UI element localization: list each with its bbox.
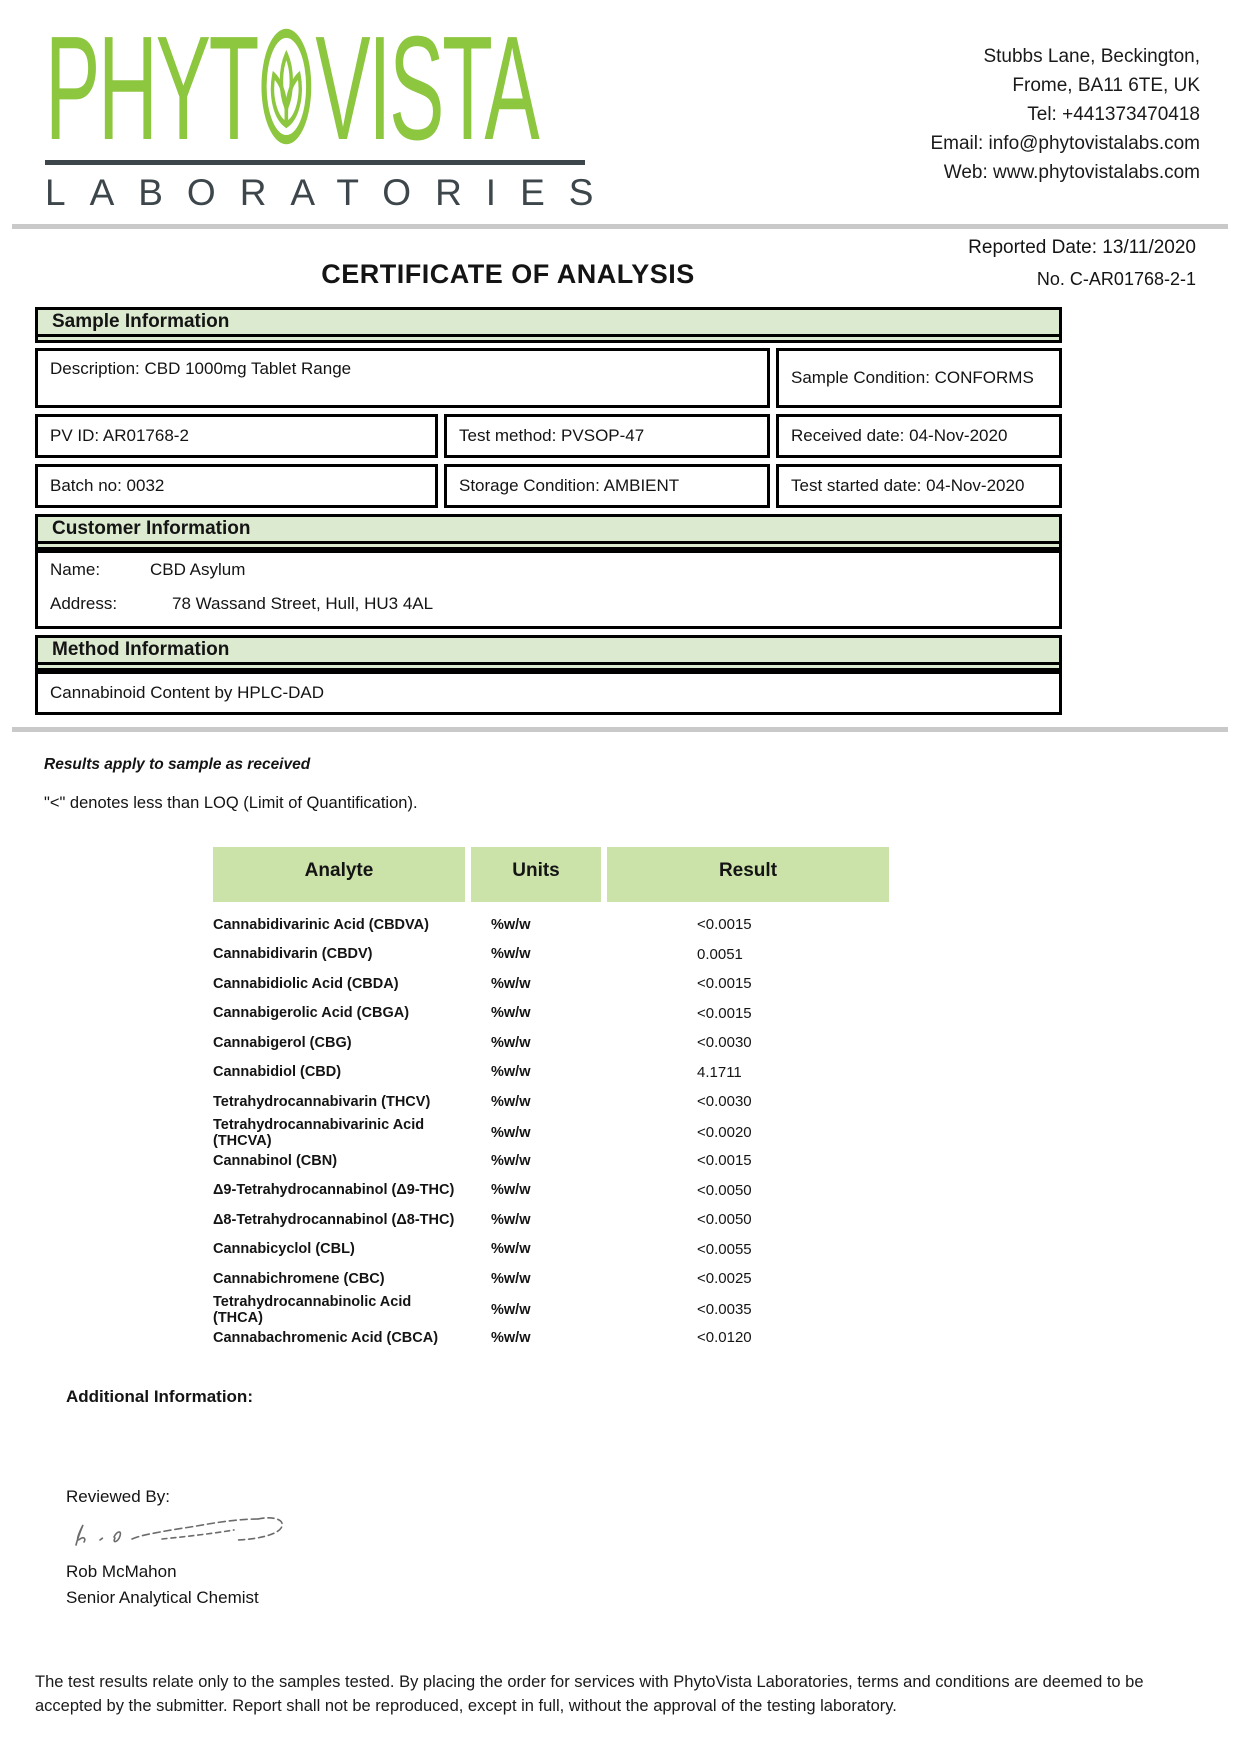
- page-title: CERTIFICATE OF ANALYSIS: [321, 259, 695, 289]
- analyte-name: Cannabigerol (CBG): [213, 1034, 352, 1051]
- signer-title: Senior Analytical Chemist: [66, 1587, 259, 1607]
- analyte-units: %w/w: [491, 1064, 531, 1081]
- storage-condition: Storage Condition: AMBIENT: [444, 464, 770, 508]
- logo-subtitle: LABORATORIES: [45, 172, 618, 213]
- analyte-name: Cannabachromenic Acid (CBCA): [213, 1329, 439, 1346]
- analyte-result: <0.0015: [697, 975, 752, 993]
- method-information-section: [35, 635, 1062, 715]
- customer-information-header: [35, 514, 1062, 550]
- table-row: [213, 910, 885, 940]
- analyte-units: %w/w: [491, 1241, 531, 1258]
- table-row: [213, 1294, 885, 1324]
- analyte-name: Cannabidivarin (CBDV): [213, 946, 373, 963]
- table-row: [213, 1028, 885, 1058]
- customer-address-value: 78 Wassand Street, Hull, HU3 4AL: [172, 594, 434, 613]
- table-row: [213, 1264, 885, 1294]
- analyte-result: <0.0050: [697, 1181, 752, 1199]
- table-row: [213, 1205, 885, 1235]
- logo-text-vista: VISTA: [315, 6, 538, 171]
- analyte-result: <0.0015: [697, 1152, 752, 1170]
- analyte-units: %w/w: [491, 1152, 531, 1169]
- table-row: [213, 969, 885, 999]
- analyte-result: <0.0030: [697, 1093, 752, 1111]
- analyte-units: %w/w: [491, 916, 531, 933]
- table-row: [213, 940, 885, 970]
- analyte-name: Cannabidiol (CBD): [213, 1064, 342, 1081]
- analyte-result: 4.1711: [697, 1063, 742, 1081]
- analyte-units: %w/w: [491, 1124, 531, 1141]
- analyte-result: <0.0055: [697, 1240, 752, 1258]
- signer-name: Rob McMahon: [66, 1561, 177, 1581]
- loq-note: "<" denotes less than LOQ (Limit of Quantification).: [44, 794, 418, 812]
- table-row: [213, 1146, 885, 1176]
- analyte-result: <0.0030: [697, 1034, 752, 1052]
- results-table-rows: [213, 910, 885, 1353]
- analyte-units: %w/w: [491, 975, 531, 992]
- certificate-number: No. C-AR01768-2-1: [1036, 269, 1196, 289]
- analyte-units: %w/w: [491, 1182, 531, 1199]
- title-row: [0, 259, 1240, 301]
- sample-condition: Sample Condition: CONFORMS: [776, 348, 1062, 408]
- analyte-name: Cannabidivarinic Acid (CBDVA): [213, 916, 429, 933]
- customer-information-section: [35, 514, 1062, 629]
- analyte-units: %w/w: [491, 946, 531, 963]
- analyte-units: %w/w: [491, 1301, 531, 1318]
- analyte-units: %w/w: [491, 1034, 531, 1051]
- sample-information-section: [35, 307, 1062, 508]
- method-description: Cannabinoid Content by HPLC-DAD: [35, 671, 1062, 715]
- table-row: [213, 1323, 885, 1353]
- test-method: Test method: PVSOP-47: [444, 414, 770, 458]
- analyte-name: Tetrahydrocannabivarin (THCV): [213, 1093, 431, 1110]
- customer-information-heading: Customer Information: [38, 517, 1059, 544]
- analyte-name: Cannabichromene (CBC): [213, 1270, 385, 1287]
- test-started-date: Test started date: 04-Nov-2020: [776, 464, 1062, 508]
- analyte-units: %w/w: [491, 1270, 531, 1287]
- batch-no: Batch no: 0032: [35, 464, 438, 508]
- results-apply-note: Results apply to sample as received: [44, 756, 311, 773]
- contact-address-line2: Frome, BA11 6TE, UK: [1012, 75, 1200, 96]
- table-row: [213, 1058, 885, 1088]
- contact-email: Email: info@phytovistalabs.com: [930, 133, 1200, 154]
- sample-description: Description: CBD 1000mg Tablet Range: [35, 348, 770, 408]
- reviewed-by-label: Reviewed By:: [66, 1486, 170, 1506]
- results-table-header: [213, 847, 885, 902]
- leaf-icon: [260, 28, 312, 151]
- analyte-result: <0.0015: [697, 1004, 752, 1022]
- analyte-units: %w/w: [491, 1005, 531, 1022]
- results-table: [213, 847, 885, 1353]
- analyte-result: <0.0020: [697, 1124, 752, 1141]
- section-divider: [12, 727, 1228, 732]
- table-row: [213, 1087, 885, 1117]
- method-information-heading: Method Information: [38, 638, 1059, 665]
- header: [0, 0, 1240, 214]
- analyte-units: %w/w: [491, 1329, 531, 1346]
- contact-phone: Tel: +441373470418: [1027, 104, 1200, 125]
- analyte-name: Tetrahydrocannabinolic Acid (THCA): [213, 1293, 412, 1326]
- sample-information-header: [35, 307, 1062, 343]
- analyte-name: Cannabicyclol (CBL): [213, 1241, 355, 1258]
- analyte-result: <0.0035: [697, 1301, 752, 1318]
- table-row: [213, 1176, 885, 1206]
- customer-address-label: Address:: [50, 594, 118, 613]
- customer-name-label: Name:: [50, 560, 101, 579]
- signature-image: [66, 1509, 1240, 1558]
- header-divider: [12, 224, 1228, 229]
- method-information-header: [35, 635, 1062, 671]
- column-header-result: Result: [607, 847, 889, 902]
- pv-id: PV ID: AR01768-2: [35, 414, 438, 458]
- customer-name-value: CBD Asylum: [150, 560, 246, 579]
- footer-disclaimer: The test results relate only to the samples tested. By placing the order for services with PhytoVista Laboratories, terms and conditions are deemed to be accepted by the submitter. Report shall not be reproduced, except in full, without the approval of the testing laboratory.: [35, 1673, 1144, 1715]
- contact-web: Web: www.phytovistalabs.com: [943, 162, 1200, 183]
- table-row: [213, 1117, 885, 1147]
- analyte-name: Δ8-Tetrahydrocannabinol (Δ8-THC): [213, 1211, 455, 1228]
- reported-date: Reported Date: 13/11/2020: [968, 237, 1196, 258]
- analyte-result: 0.0051: [697, 945, 743, 963]
- analyte-name: Tetrahydrocannabivarinic Acid (THCVA): [213, 1116, 425, 1149]
- column-header-units: Units: [471, 847, 601, 902]
- table-row: [213, 999, 885, 1029]
- sample-information-heading: Sample Information: [38, 310, 1059, 337]
- phytovista-logo: [45, 6, 618, 214]
- analyte-result: <0.0015: [697, 916, 752, 934]
- analyte-name: Cannabigerolic Acid (CBGA): [213, 1005, 410, 1022]
- received-date: Received date: 04-Nov-2020: [776, 414, 1062, 458]
- analyte-units: %w/w: [491, 1211, 531, 1228]
- additional-information-heading: Additional Information:: [66, 1386, 253, 1406]
- analyte-result: <0.0120: [697, 1329, 752, 1347]
- lab-contact-block: [930, 42, 1200, 214]
- customer-details: [35, 550, 1062, 629]
- table-row: [213, 1235, 885, 1265]
- analyte-name: Cannabidiolic Acid (CBDA): [213, 975, 399, 992]
- analyte-units: %w/w: [491, 1093, 531, 1110]
- logo-text-phyt: PHYT: [45, 6, 258, 171]
- analyte-result: <0.0025: [697, 1270, 752, 1288]
- analyte-name: Δ9-Tetrahydrocannabinol (Δ9-THC): [213, 1182, 455, 1199]
- analyte-name: Cannabinol (CBN): [213, 1152, 338, 1169]
- analyte-result: <0.0050: [697, 1211, 752, 1229]
- contact-address-line1: Stubbs Lane, Beckington,: [983, 46, 1200, 67]
- column-header-analyte: Analyte: [213, 847, 465, 902]
